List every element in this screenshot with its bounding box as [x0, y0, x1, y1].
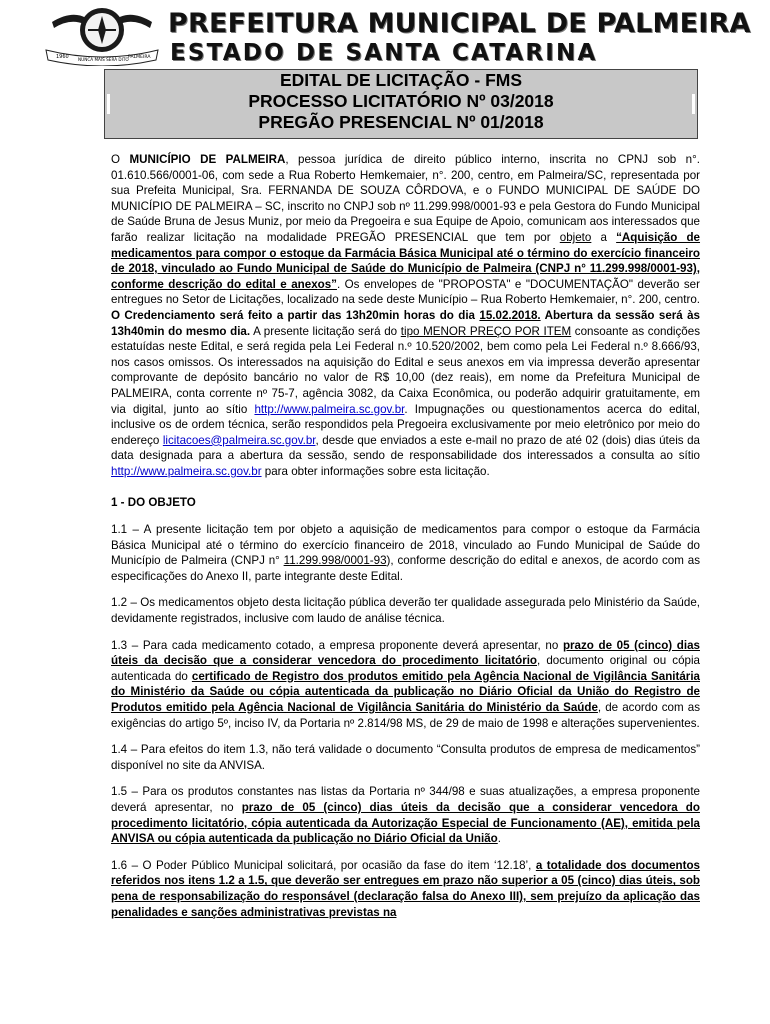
objeto-word: objeto	[559, 230, 592, 244]
session-date: 15.02.2018.	[479, 308, 541, 322]
crest-ribbon-year: 1960	[56, 54, 69, 60]
session-opening-text: Abertura da sessão será às 13h40min do mesmo dia.	[111, 308, 700, 338]
website-link[interactable]: http://www.palmeira.sc.gov.br	[254, 402, 405, 416]
intro-text: O	[111, 153, 130, 166]
processo-title: PROCESSO LICITATÓRIO Nº 03/2018	[248, 91, 554, 111]
clause-1-1	[111, 522, 700, 584]
section-heading-objeto: 1 - DO OBJETO	[111, 496, 196, 510]
email-link[interactable]: licitacoes@palmeira.sc.gov.br	[162, 433, 316, 447]
clause-text: 1.6 – O Poder Público Municipal solicitará, por ocasião da fase do item ‘12.18’,	[111, 858, 536, 872]
edital-title: EDITAL DE LICITAÇÃO - FMS	[279, 70, 523, 90]
objeto-description: “Aquisição de medicamentos para compor o estoque da Farmácia Básica Municipal até o término do exercício financeiro de 2018, vinculado ao Fundo Municipal de Saúde do Município de Palmeira (CNPJ n° 11.299.998/0001-93), conforme descrição do edital e anexos”	[111, 230, 701, 291]
intro-text: consoante as condições estatuídas neste Edital, e será regida pela Lei Federal n.º 10.520/2002, bem como pela Lei Federal n.º 8.666/93, nos casos omissos. Os interessados na aquisição do Edital e seus anexos em via impressa deverão apresentar comprovante de depósito bancário no valor de R$ 10,00 (dez reais), em nome da Prefeitura Municipal de PALMEIRA, conta corrente nº 75-7, agência 3082, da Caixa Econômica, ou poderão adquirir gratuitamente, em via digital, junto ao sítio	[111, 324, 701, 416]
intro-text: . Os envelopes de "PROPOSTA" e "DOCUMENTAÇÃO" deverão ser entregues no Setor de Licitações, localizado na sede deste Município – Rua Roberto Hemkemaier, n°. 200, centro.	[111, 277, 700, 307]
intro-text: a	[591, 230, 617, 244]
crest-ribbon-name: PALMEIRA	[128, 55, 151, 60]
letterhead	[40, 4, 751, 66]
clause-1-3	[111, 638, 700, 732]
credenciamento-text: O Credenciamento será feito a partir das 13h20min horas do dia	[111, 308, 480, 322]
intro-paragraph	[111, 152, 700, 479]
clause-1-2: 1.2 – Os medicamentos objeto desta licitação pública deverão ter qualidade assegurada pelo Ministério da Saúde, devidamente registrados, inclusive com laudo de análise técnica.	[111, 596, 700, 626]
document-title-box	[104, 69, 698, 139]
letterhead-subtitle: ESTADO DE SANTA CATARINA	[170, 40, 598, 66]
clause-text: ), conforme descrição do edital e anexos, de acordo com as especificações do Anexo II, parte integrante deste Edital.	[111, 554, 700, 583]
cnpj-number: 11.299.998/0001-93	[283, 554, 387, 568]
pregao-title: PREGÃO PRESENCIAL Nº 01/2018	[258, 112, 544, 132]
document-body	[111, 152, 700, 931]
clause-emphasis: certificado de Registro dos produtos emitido pela Agência Nacional de Vigilância Sanitária do Ministério da Saúde ou cópia autenticada da publicação no Diário Oficial da União do Registro de Produtos emitido pela Agência Nacional de Vigilância Sanitária do Ministério da Saúde	[111, 669, 700, 714]
clause-text: 1.5 – Para os produtos constantes nas listas da Portaria nº 344/98 e suas atualizações, a empresa proponente deverá apresentar, no	[111, 785, 700, 814]
clause-emphasis: a totalidade dos documentos referidos nos itens 1.2 a 1.5, que deverão ser entregues em prazo não superior a 05 (cinco) dias úteis, sob pena de responsabilização do responsável (declaração falsa do Anexo III), sem prejuízo da aplicação das penalidades e sanções administrativas previstas na	[111, 858, 701, 919]
clause-1-4: 1.4 – Para efeitos do item 1.3, não terá validade o documento “Consulta produtos de empresa de medicamentos” disponível no site da ANVISA.	[111, 743, 700, 772]
intro-text: A presente licitação será do	[250, 324, 401, 338]
website-link[interactable]: http://www.palmeira.sc.gov.br	[111, 464, 262, 478]
municipality-name: MUNICÍPIO DE PALMEIRA	[129, 153, 286, 166]
clause-emphasis: prazo de 05 (cinco) dias úteis da decisão que a considerar vencedora do procedimento licitatório	[111, 638, 700, 668]
clause-text: .	[497, 832, 501, 846]
title-box-right-mark	[692, 94, 695, 114]
intro-text: . Impugnações ou questionamentos acerca do edital, inclusive os de ordem técnica, serão respondidos pela Pregoeira exclusivamente por meio eletrônico por meio do endereço	[111, 402, 701, 447]
clause-text: , documento original ou cópia autenticada do	[111, 654, 700, 683]
clause-1-5	[111, 784, 700, 846]
intro-text: , pessoa jurídica de direito público interno, inscrita no CPNJ sob n°. 01.610.566/0001-06, com sede a Rua Roberto Hemkemaier, n°. 200, centro, em Palmeira/SC, representada por sua Prefeita Municipal, Sra. FERNANDA DE SOUZA CÔRDOVA, e o FUNDO MUNICIPAL DE SAÚDE DO MUNICÍPIO DE PALMEIRA – SC, inscrito no CNPJ sob nº 11.299.998/0001-93 e pela Gestora do Fundo Municipal de Saúde Bruna de Jesus Muniz, por meio da Pregoeira e sua Equipe de Apoio, comunicam aos interessados que farão realizar licitação na modalidade PREGÃO PRESENCIAL que tem por	[111, 153, 700, 244]
intro-text: , desde que enviados a este e-mail no prazo de até 02 (dois) dias úteis da data designada para a abertura da sessão, sendo de responsabilidade dos interessados a consulta ao sítio	[111, 433, 700, 463]
clause-emphasis: prazo de 05 (cinco) dias úteis da decisão que a considerar vencedora do procedimento licitatório, cópia autenticada da Autorização Especial de Funcionamento (AE), emitida pela ANVISA ou cópia autenticada da publicação no Diário Oficial da União	[111, 800, 700, 846]
clause-text: , de acordo com as exigências do artigo 5º, inciso IV, da Portaria nº 2.814/98 MS, de 29 de maio de 1998 e alterações supervenientes.	[111, 701, 700, 730]
crest-ribbon-motto: NUNCA MAIS SERÁ DITO	[78, 57, 129, 62]
clause-1-6	[111, 858, 700, 920]
clause-text: 1.1 – A presente licitação tem por objeto a aquisição de medicamentos para compor o estoque da Farmácia Básica Municipal até o término do exercício financeiro de 2018, vinculado ao Fundo Municipal de Saúde do Município de Palmeira (CNPJ n°	[111, 523, 700, 568]
clause-text: 1.3 – Para cada medicamento cotado, a empresa proponente deverá apresentar, no	[111, 638, 563, 652]
licitacao-type: tipo MENOR PREÇO POR ITEM	[400, 324, 572, 338]
municipal-crest-logo	[42, 4, 162, 66]
letterhead-title: PREFEITURA MUNICIPAL DE PALMEIRA	[168, 8, 751, 39]
title-box-left-mark	[107, 94, 110, 114]
intro-text: para obter informações sobre esta licitação.	[261, 464, 490, 478]
